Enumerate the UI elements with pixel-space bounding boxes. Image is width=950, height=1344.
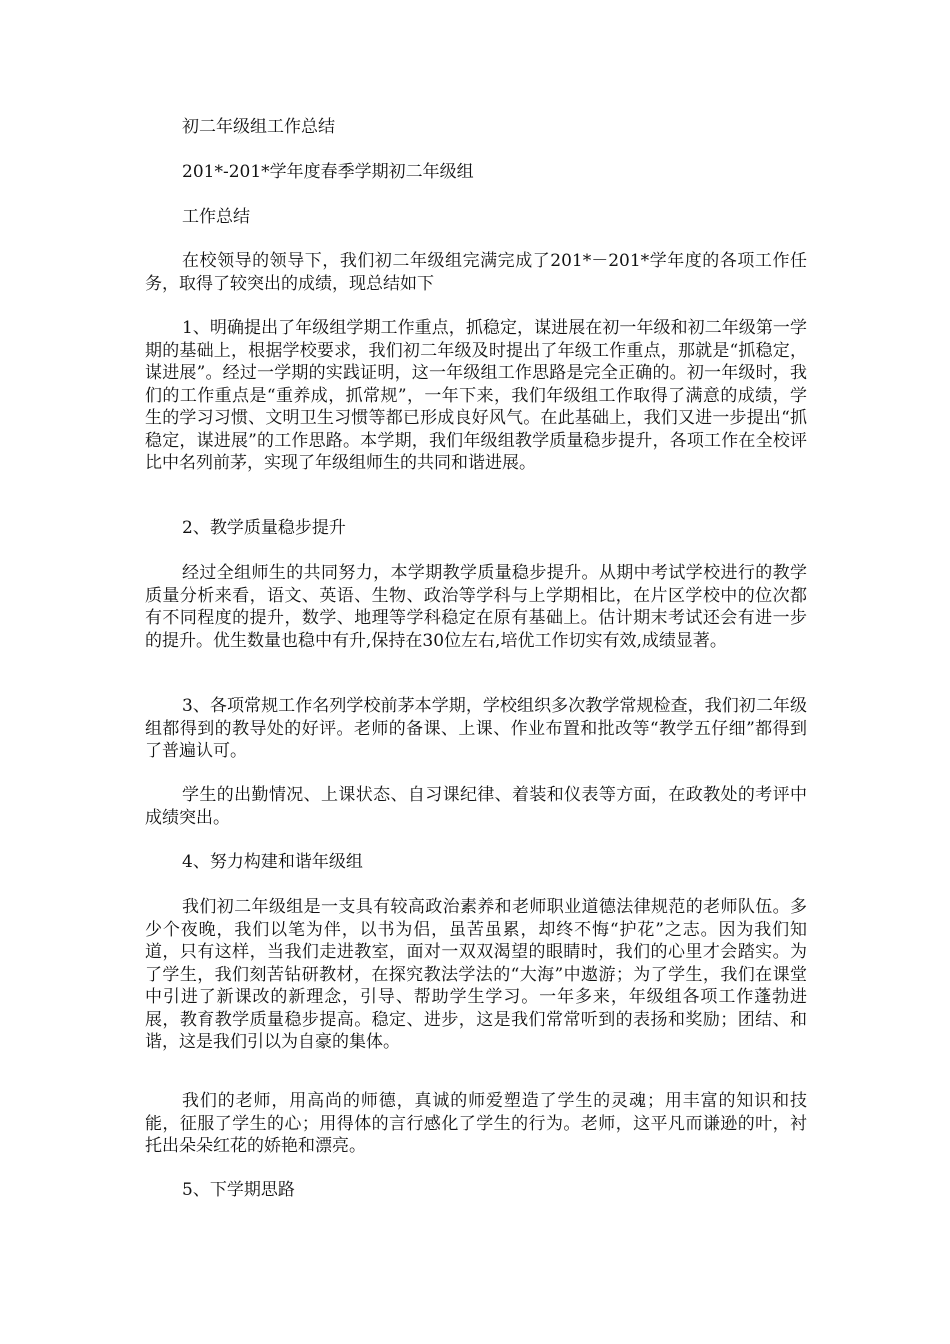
section-2-heading: 2、教学质量稳步提升 [182,518,346,538]
document-subtitle: 201*-201*学年度春季学期初二年级组 [182,162,474,182]
intro-paragraph: 在校领导的领导下，我们初二年级组完满完成了201*－201*学年度的各项工作任务，取得了较突出的成绩，现总结如下 [145,251,807,294]
section-3-paragraph-2: 学生的出勤情况、上课状态、自习课纪律、着装和仪表等方面，在政教处的考评中成绩突出。 [145,785,807,828]
section-4-paragraph: 我们初二年级组是一支具有较高政治素养和老师职业道德法律规范的老师队伍。多少个夜晚，我们以笔为伴，以书为侣，虽苦虽累，却终不悔“护花”之志。因为我们知道，只有这样，当我们走进教室，面对一双双渴望的眼睛时，我们的心里才会踏实。为了学生，我们刻苦钻研教材，在探究教法学法的“大海”中遨游；为了学生，我们在课堂中引进了新课改的新理念，引导、帮助学生学习。一年多来，年级组各项工作蓬勃进展，教育教学质量稳步提高。稳定、进步，这是我们常常听到的表扬和奖励；团结、和谐，这是我们引以为自豪的集体。 [145,897,807,1052]
section-2-paragraph: 经过全组师生的共同努力，本学期教学质量稳步提升。从期中考试学校进行的教学质量分析来看，语文、英语、生物、政治等学科与上学期相比，在片区学校中的位次都有不同程度的提升，数学、地理等学科稳定在原有基础上。估计期末考试还会有进一步的提升。优生数量也稳中有升,保持在30位左右,培优工作切实有效,成绩显著。 [145,563,807,651]
section-5-heading: 5、下学期思路 [182,1180,295,1200]
section-1-paragraph: 1、明确提出了年级组学期工作重点，抓稳定，谋进展在初一年级和初二年级第一学期的基础上，根据学校要求，我们初二年级及时提出了年级工作重点，那就是“抓稳定，谋进展”。经过一学期的实践证明，这一年级组工作思路是完全正确的。初一年级时，我们的工作重点是“重养成，抓常规”，一年下来，我们年级组工作取得了满意的成绩，学生的学习习惯、文明卫生习惯等都已形成良好风气。在此基础上，我们又进一步提出“抓稳定，谋进展”的工作思路。本学期，我们年级组教学质量稳步提升，各项工作在全校评比中名列前茅，实现了年级组师生的共同和谐进展。 [145,318,807,473]
section-3-paragraph: 3、各项常规工作名列学校前茅本学期，学校组织多次教学常规检查，我们初二年级组都得到的教导处的好评。老师的备课、上课、作业布置和批改等“教学五仔细”都得到了普遍认可。 [145,696,807,761]
document-subtitle-line2: 工作总结 [182,207,250,227]
section-4-paragraph-2: 我们的老师，用高尚的师德，真诚的师爱塑造了学生的灵魂；用丰富的知识和技能，征服了学生的心；用得体的言行感化了学生的行为。老师，这平凡而谦逊的叶，衬托出朵朵红花的娇艳和漂亮。 [145,1091,807,1156]
section-4-heading: 4、努力构建和谐年级组 [182,852,363,872]
document-title: 初二年级组工作总结 [182,117,335,137]
